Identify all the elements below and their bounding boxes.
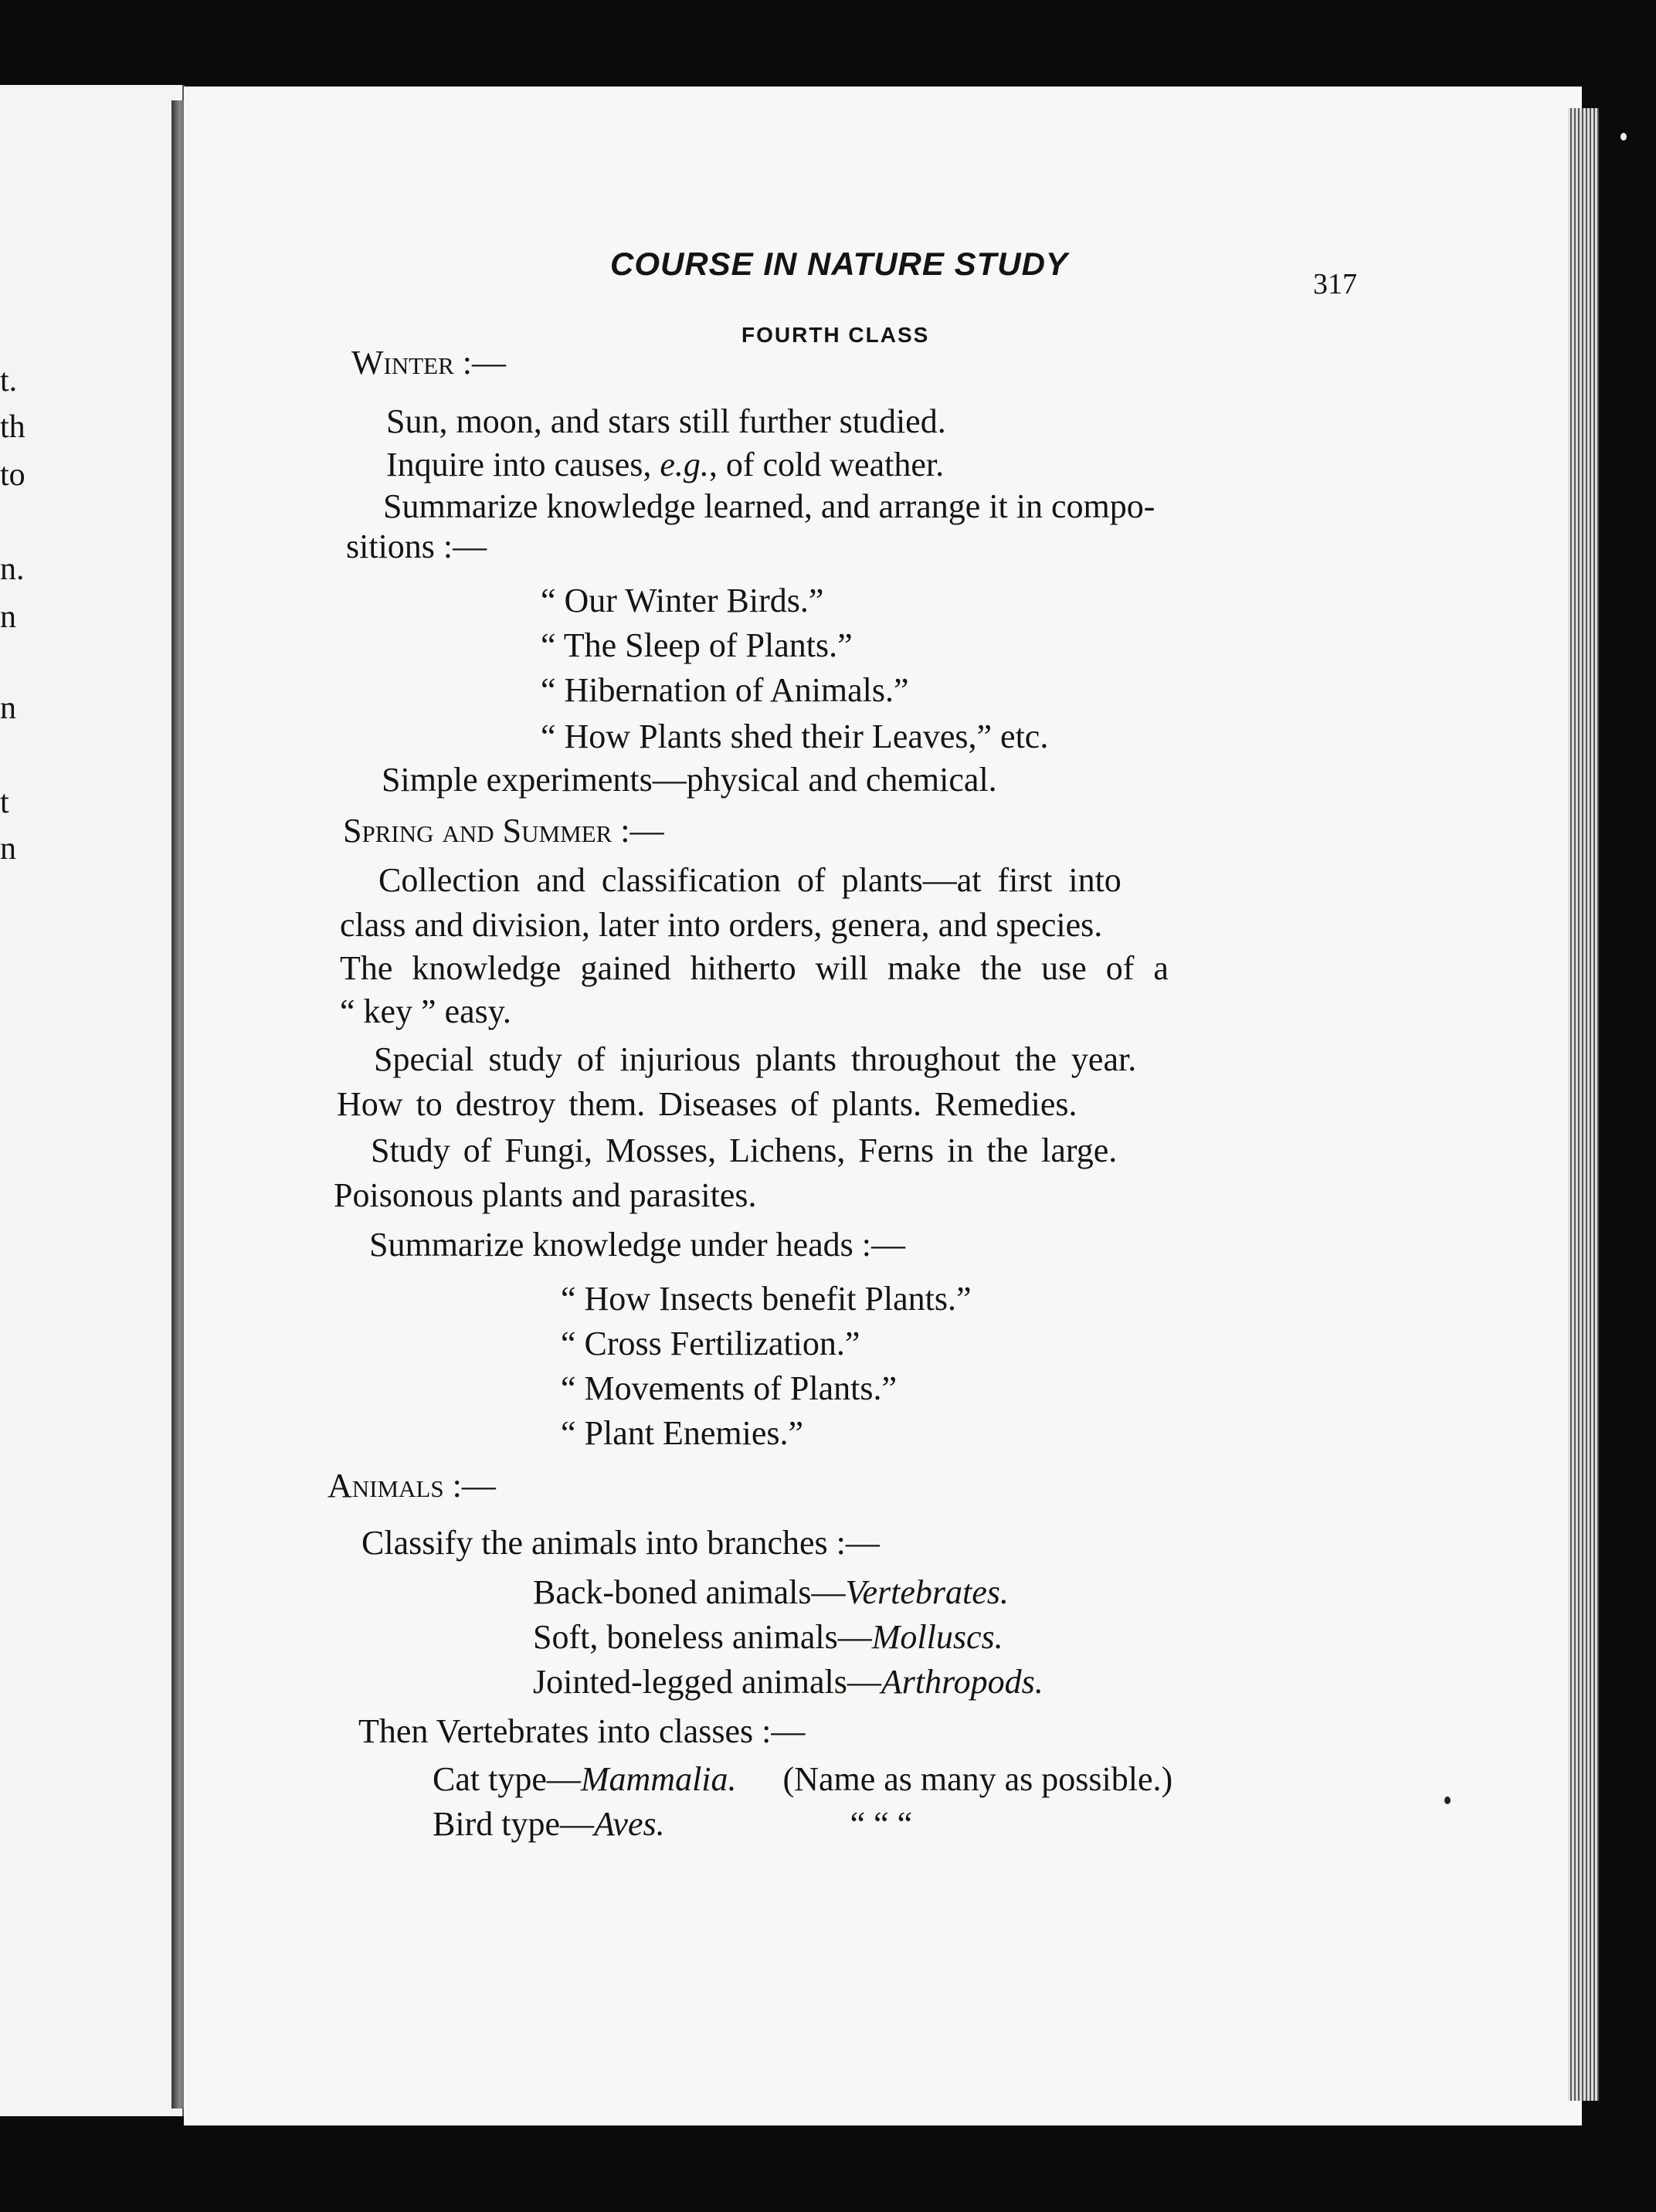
running-title: COURSE IN NATURE STUDY (610, 246, 1068, 282)
body-line: How to destroy them. Diseases of plants. Remedies. (337, 1085, 1077, 1123)
left-text-fragment: n (0, 599, 16, 635)
body-line: Inquire into causes, e.g., of cold weather. (386, 446, 945, 483)
body-line: “ key ” easy. (340, 992, 511, 1030)
summary-head: “ Movements of Plants.” (561, 1369, 898, 1407)
body-line: Collection and classification of plants—at first into (378, 861, 1122, 899)
body-line: Summarize knowledge learned, and arrange it in compo- (383, 487, 1155, 525)
left-text-fragment: t (0, 785, 9, 820)
page-edges (1568, 108, 1599, 2101)
left-text-fragment: th (0, 409, 25, 445)
branch-line: Jointed-legged animals—Arthropods. (533, 1663, 1043, 1701)
page-number: 317 (1313, 268, 1357, 300)
composition-title: “ Hibernation of Animals.” (541, 671, 909, 709)
branch-line: Soft, boneless animals—Molluscs. (533, 1618, 1003, 1656)
branch-line: Back-boned animals—Vertebrates. (533, 1573, 1009, 1611)
animals-heading: Animals :— (327, 1467, 496, 1505)
summary-head: “ Cross Fertilization.” (561, 1325, 860, 1362)
summary-head: “ How Insects benefit Plants.” (561, 1280, 972, 1318)
class-heading: FOURTH CLASS (741, 323, 930, 347)
summary-head: “ Plant Enemies.” (561, 1414, 804, 1452)
body-line: Special study of injurious plants throughout the year. (374, 1040, 1137, 1078)
left-text-fragment: n (0, 690, 16, 726)
composition-title: “ Our Winter Birds.” (541, 582, 824, 619)
body-line: Classify the animals into branches :— (361, 1524, 880, 1562)
winter-heading: Winter :— (351, 344, 507, 382)
left-text-fragment: n (0, 831, 16, 867)
left-text-fragment: t. (0, 363, 18, 399)
class-line: Cat type—Mammalia. (Name as many as possible.) (433, 1760, 1173, 1798)
composition-title: “ The Sleep of Plants.” (541, 626, 853, 664)
spring-summer-heading: Spring and Summer :— (343, 812, 664, 850)
body-line: Sun, moon, and stars still further studied. (386, 402, 946, 440)
composition-title: “ How Plants shed their Leaves,” etc. (541, 718, 1049, 755)
scan-speck (1620, 133, 1627, 141)
left-text-fragment: to (0, 457, 25, 493)
body-line: The knowledge gained hitherto will make the use of a (340, 949, 1169, 987)
body-line: sitions :— (346, 528, 487, 565)
body-line: class and division, later into orders, genera, and species. (340, 906, 1103, 944)
left-text-fragment: n. (0, 551, 25, 587)
scan-speck (1444, 1796, 1451, 1804)
body-line: Study of Fungi, Mosses, Lichens, Ferns in the large. (371, 1131, 1118, 1169)
class-line: Bird type—Aves. “ “ “ (433, 1805, 913, 1843)
body-line: Summarize knowledge under heads :— (369, 1226, 906, 1264)
body-line: Then Vertebrates into classes :— (358, 1712, 806, 1750)
body-line: Simple experiments—physical and chemical. (382, 761, 997, 799)
left-page (0, 85, 185, 2116)
body-line: Poisonous plants and parasites. (334, 1176, 757, 1214)
